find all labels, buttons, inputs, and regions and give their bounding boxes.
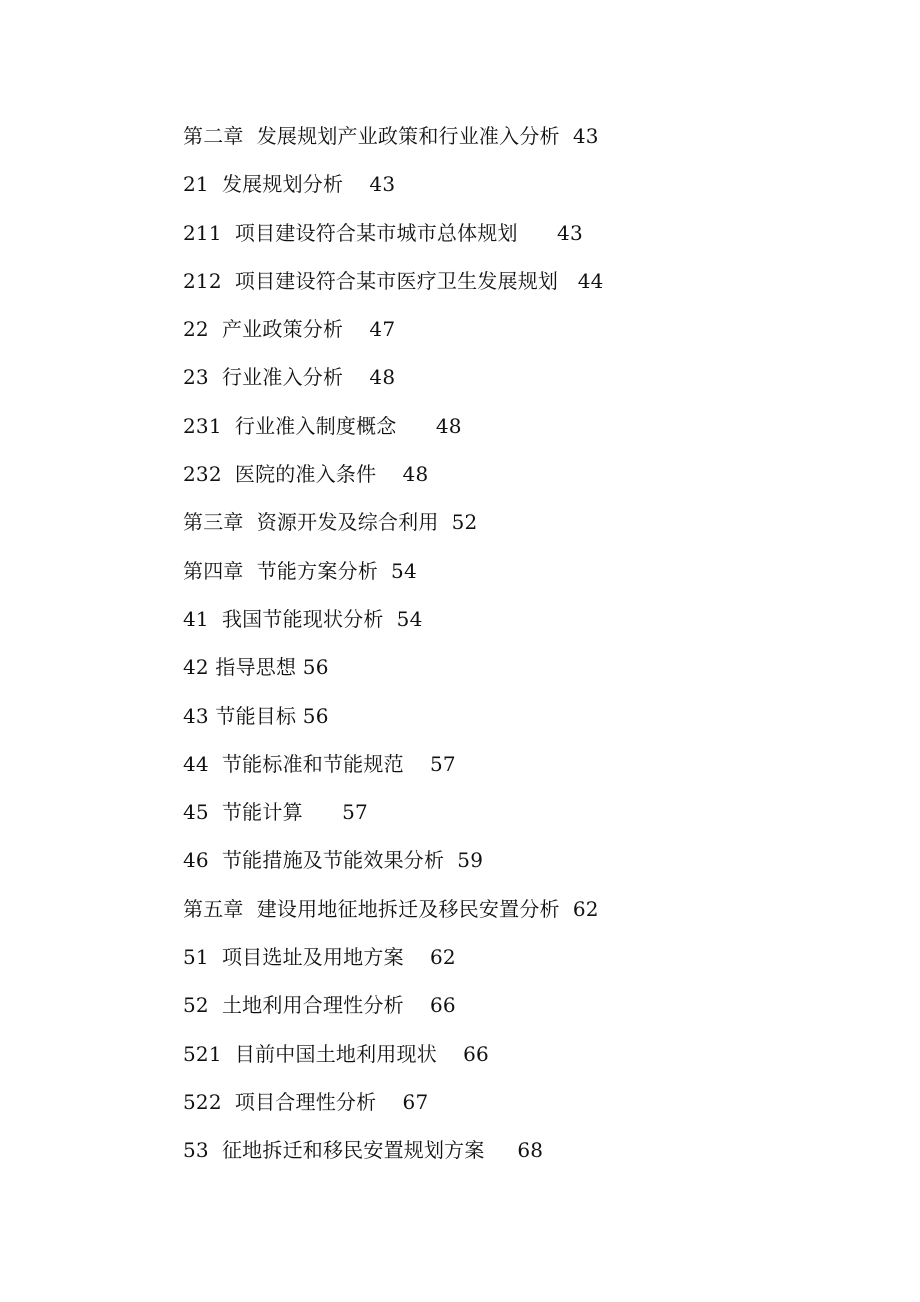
- toc-entry: 第三章 资源开发及综合利用 52: [183, 510, 478, 535]
- toc-entry: 51 项目选址及用地方案 62: [183, 945, 456, 970]
- toc-entry: 522 项目合理性分析 67: [183, 1089, 429, 1114]
- toc-entry: 第四章 节能方案分析 54: [183, 558, 417, 583]
- toc-entry: 41 我国节能现状分析 54: [183, 606, 423, 631]
- table-of-contents: [183, 117, 604, 1180]
- toc-entry: 22 产业政策分析 47: [183, 317, 396, 342]
- toc-entry: 212 项目建设符合某市医疗卫生发展规划 44: [183, 268, 604, 293]
- toc-entry: 23 行业准入分析 48: [183, 365, 396, 390]
- toc-entry: 44 节能标准和节能规范 57: [183, 751, 456, 776]
- toc-entry: 第二章 发展规划产业政策和行业准入分析 43: [183, 124, 599, 148]
- toc-entry: 第五章 建设用地征地拆迁及移民安置分析 62: [183, 896, 599, 921]
- toc-entry: 232 医院的准入条件 48: [183, 462, 429, 487]
- toc-entry: 521 目前中国土地利用现状 66: [183, 1041, 489, 1066]
- toc-entry: 231 行业准入制度概念 48: [183, 413, 462, 438]
- toc-entry: 211 项目建设符合某市城市总体规划 43: [183, 220, 583, 245]
- toc-entry: 52 土地利用合理性分析 66: [183, 993, 456, 1018]
- toc-entry: 21 发展规划分析 43: [183, 172, 396, 197]
- toc-entry: 46 节能措施及节能效果分析 59: [183, 848, 484, 873]
- toc-entry: 45 节能计算 57: [183, 800, 368, 825]
- toc-entry: 53 征地拆迁和移民安置规划方案 68: [183, 1138, 544, 1163]
- toc-entry: 43 节能目标 56: [183, 703, 329, 728]
- toc-entry: 42 指导思想 56: [183, 655, 329, 680]
